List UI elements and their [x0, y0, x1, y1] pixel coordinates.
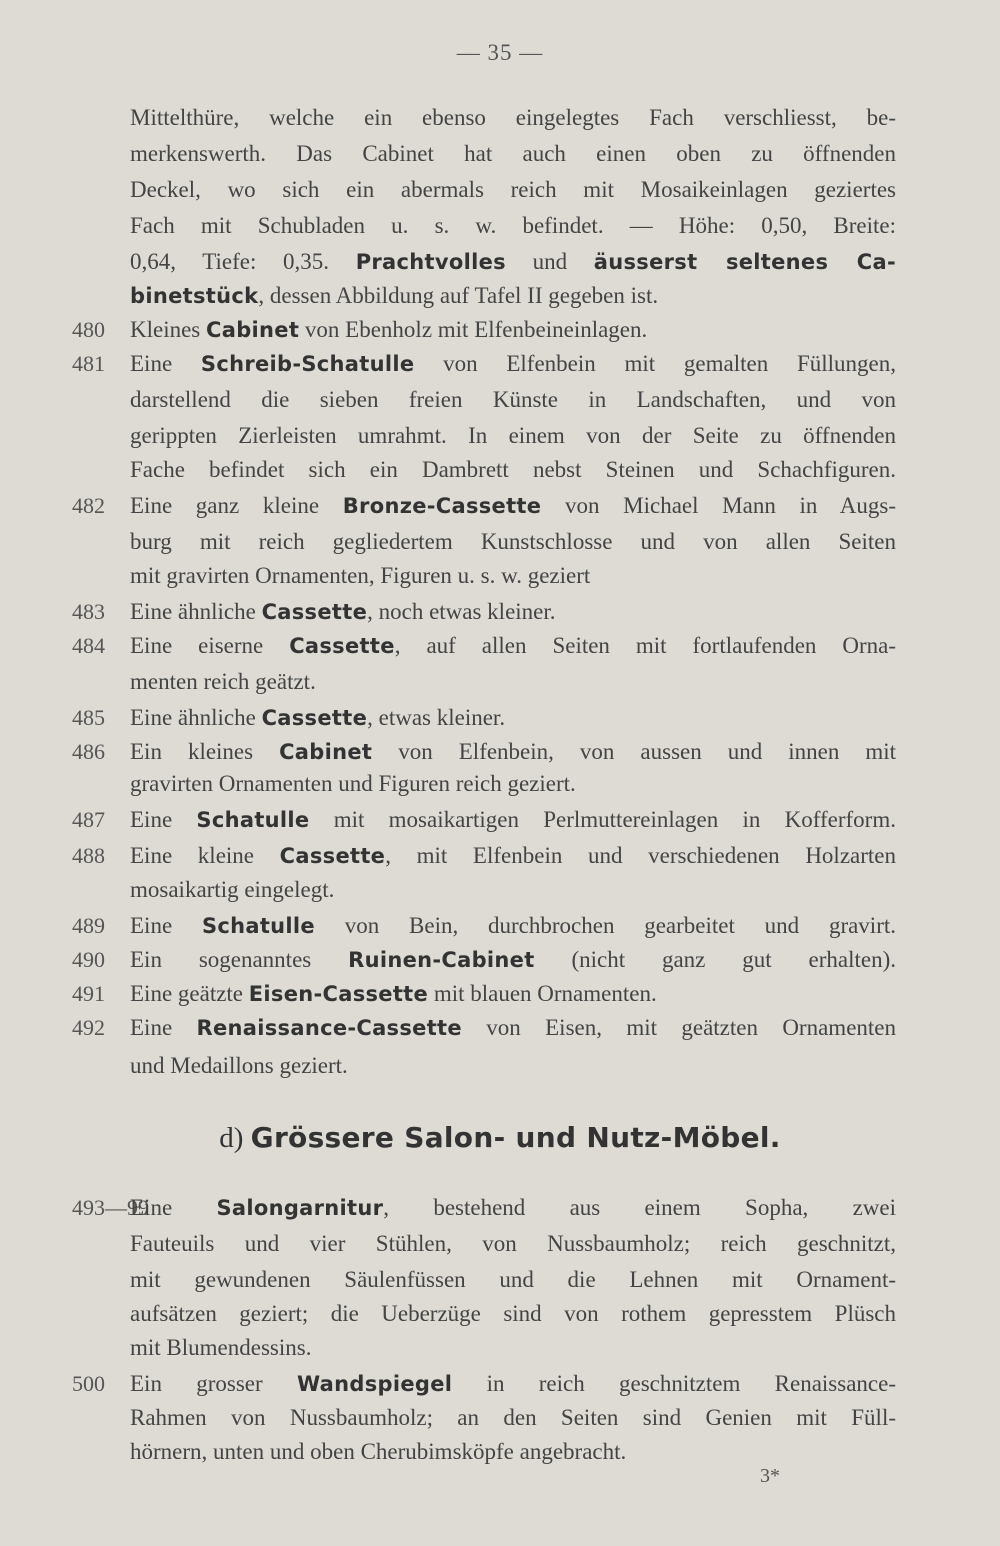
item-name: Wandspiegel [296, 1372, 453, 1396]
line-text: Eine kleine [130, 843, 280, 868]
item-number: 487 [72, 807, 105, 832]
text-line [130, 136, 896, 172]
line-text: (nicht ganz gut erhalten). [534, 947, 897, 972]
line-text: mit mosaikartigen Perlmuttereinlagen in Kofferform. [309, 807, 896, 832]
item-name: Bronze-Cassette [342, 494, 542, 518]
text-line [130, 594, 896, 630]
line-text: gerippten Zierleisten umrahmt. In einem von der Seite zu öffnenden [130, 423, 896, 448]
line-text: Deckel, wo sich ein abermals reich mit Mosaikeinlagen geziertes [130, 177, 896, 202]
line-text: gravirten Ornamenten und Figuren reich geziert. [130, 771, 576, 796]
item-number: 480 [72, 317, 105, 342]
line-text: von Bein, durchbrochen gearbeitet und gravirt. [314, 913, 896, 938]
item-number: 492 [72, 1015, 105, 1040]
line-text: von Michael Mann in Augs- [541, 493, 896, 518]
text-line [130, 1400, 896, 1436]
item-name: äusserst seltenes Ca- [593, 250, 896, 274]
text-line [130, 1434, 896, 1470]
line-text: von Eisen, mit geätzten Ornamenten [461, 1015, 897, 1040]
item-name: Schatulle [196, 808, 310, 832]
line-text: , dessen Abbildung auf Tafel II gegeben ist. [258, 283, 659, 308]
line-text: Fach mit Schubladen u. s. w. befindet. — Höhe: 0,50, Breite: [130, 213, 896, 238]
line-text: , etwas kleiner. [367, 705, 506, 730]
line-text: Eine eiserne [130, 633, 290, 658]
item-name: Renaissance-Cassette [196, 1016, 462, 1040]
item-name: Cassette [261, 706, 368, 730]
item-name: Cabinet [279, 740, 373, 764]
line-text: Eine [130, 1195, 217, 1220]
line-text: , noch etwas kleiner. [367, 599, 556, 624]
section-heading-title: Grössere Salon- und Nutz-Möbel. [250, 1121, 781, 1154]
text-line [130, 172, 896, 208]
line-text: darstellend die sieben freien Künste in Landschaften, und von [130, 387, 896, 412]
item-name: Prachtvolles [355, 250, 506, 274]
item-number: 500 [72, 1371, 105, 1396]
item-name: Cassette [261, 600, 368, 624]
line-text: mit Blumendessins. [130, 1335, 312, 1360]
item-number: 484 [72, 633, 105, 658]
text-line [130, 700, 896, 736]
text-line [130, 872, 896, 908]
text-line [130, 628, 896, 664]
section-heading [0, 1116, 1000, 1160]
item-number: 488 [72, 843, 105, 868]
item-number: 481 [72, 351, 105, 376]
line-text: mit blauen Ornamenten. [428, 981, 657, 1006]
line-text: in reich geschnitztem Renaissance- [452, 1371, 896, 1396]
line-text: Ein grosser [130, 1371, 297, 1396]
line-text: Eine geätzte [130, 981, 249, 1006]
line-text: Eine [130, 1015, 197, 1040]
text-line [130, 382, 896, 418]
text-line [130, 664, 896, 700]
item-name: Salongarnitur [216, 1196, 384, 1220]
line-text: mit gravirten Ornamenten, Figuren u. s. w. geziert [130, 563, 591, 588]
line-text: hörnern, unten und oben Cherubimsköpfe angebracht. [130, 1439, 627, 1464]
line-text: von Ebenholz mit Elfenbeineinlagen. [299, 317, 648, 342]
text-line [130, 1262, 896, 1298]
item-name: binetstück [130, 284, 259, 308]
text-line [130, 312, 896, 348]
line-text: von Elfenbein mit gemalten Füllungen, [414, 351, 896, 376]
text-line [130, 1048, 896, 1084]
text-line [130, 278, 896, 314]
line-text: merkenswerth. Das Cabinet hat auch einen oben zu öffnenden [130, 141, 896, 166]
line-text: Eine [130, 351, 201, 376]
item-number: 483 [72, 599, 105, 624]
item-name: Ruinen-Cabinet [348, 948, 535, 972]
signature-mark: 3* [760, 1465, 780, 1487]
line-text: Fache befindet sich ein Dambrett nebst Steinen und Schachfiguren. [130, 457, 896, 482]
line-text: Eine [130, 913, 202, 938]
line-text: mit gewundenen Säulenfüssen und die Lehnen mit Ornament- [130, 1267, 896, 1292]
text-line [130, 100, 896, 136]
line-text: , bestehend aus einem Sopha, zwei [383, 1195, 896, 1220]
text-line [130, 1330, 896, 1366]
text-line [130, 1296, 896, 1332]
text-line [130, 838, 896, 874]
item-number: 489 [72, 913, 105, 938]
text-line [130, 524, 896, 560]
line-text: mosaikartig eingelegt. [130, 877, 335, 902]
item-number: 486 [72, 739, 105, 764]
line-text: Eine ähnliche [130, 705, 262, 730]
text-line [130, 942, 896, 978]
text-line [130, 734, 896, 770]
line-text: Kleines [130, 317, 207, 342]
line-text: Eine ganz kleine [130, 493, 343, 518]
line-text: Rahmen von Nussbaumholz; an den Seiten sind Genien mit Füll- [130, 1405, 896, 1430]
text-line [130, 346, 896, 382]
item-number: 491 [72, 981, 105, 1006]
text-line [130, 1366, 896, 1402]
item-number: 485 [72, 705, 105, 730]
line-text: Ein kleines [130, 739, 280, 764]
text-line [130, 908, 896, 944]
text-line [130, 208, 896, 244]
line-text: Mittelthüre, welche ein ebenso eingelegtes Fach verschliesst, be- [130, 105, 896, 130]
line-text: und Medaillons geziert. [130, 1053, 348, 1078]
item-name: Cassette [289, 634, 395, 658]
line-text: burg mit reich gegliedertem Kunstschlosse und von allen Seiten [130, 529, 896, 554]
line-text: , auf allen Seiten mit fortlaufenden Orna- [394, 633, 896, 658]
text-line [130, 766, 896, 802]
line-text: Eine [130, 807, 197, 832]
item-name: Eisen-Cassette [248, 982, 429, 1006]
line-text: , mit Elfenbein und verschiedenen Holzarten [385, 843, 896, 868]
text-line [130, 1010, 896, 1046]
line-text: Fauteuils und vier Stühlen, von Nussbaumholz; reich geschnitzt, [130, 1231, 896, 1256]
line-text: Eine ähnliche [130, 599, 262, 624]
text-line [130, 558, 896, 594]
text-line [130, 802, 896, 838]
section-heading-prefix: d) [219, 1122, 244, 1154]
item-number: 490 [72, 947, 105, 972]
text-line [130, 418, 896, 454]
line-text: 0,64, Tiefe: 0,35. [130, 249, 356, 274]
item-name: Cassette [279, 844, 386, 868]
item-name: Cabinet [206, 318, 300, 342]
page-number: — 35 — [456, 40, 544, 65]
item-name: Schreib-Schatulle [200, 352, 415, 376]
text-line [130, 488, 896, 524]
text-line [130, 976, 896, 1012]
item-name: Schatulle [201, 914, 315, 938]
text-line [130, 1190, 896, 1226]
text-line [130, 244, 896, 280]
line-text: von Elfenbein, von aussen und innen mit [372, 739, 896, 764]
line-text: menten reich geätzt. [130, 669, 316, 694]
item-number: 493—99 [72, 1195, 149, 1220]
text-line [130, 1226, 896, 1262]
line-text: Ein sogenanntes [130, 947, 349, 972]
item-number: 482 [72, 493, 105, 518]
line-text: aufsätzen geziert; die Ueberzüge sind von rothem gepresstem Plüsch [130, 1301, 896, 1326]
text-line [130, 452, 896, 488]
line-text: und [505, 249, 594, 274]
